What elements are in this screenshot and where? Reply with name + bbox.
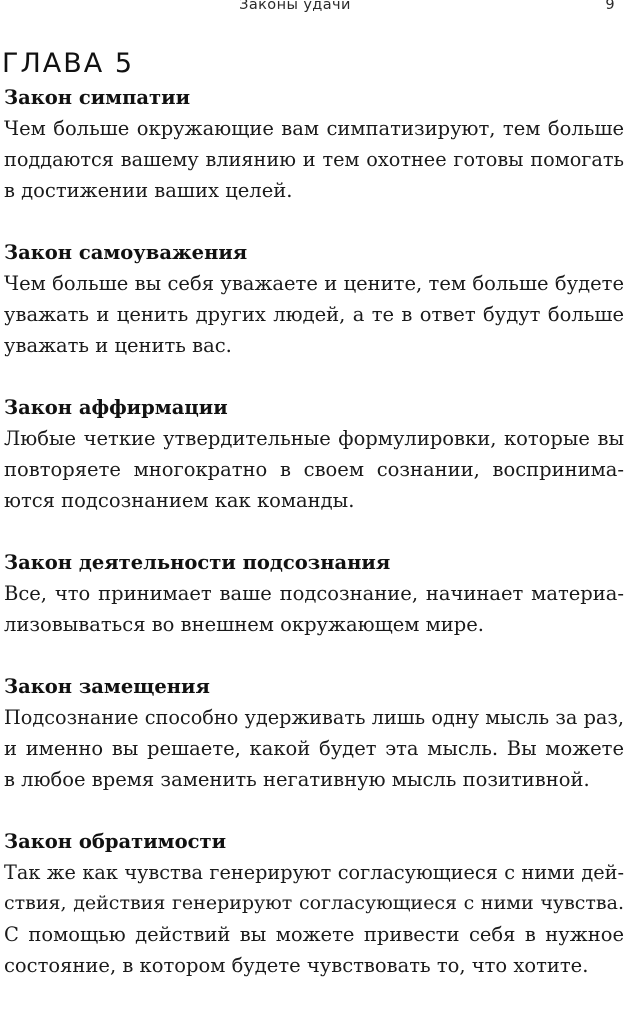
law-text bbox=[4, 578, 624, 640]
law-text bbox=[4, 423, 624, 516]
text-line: Любые четкие утвердительные формулировки, которые вы bbox=[4, 427, 624, 450]
text-line: и именно вы решаете, какой будет эта мысль. Вы можете bbox=[4, 737, 624, 760]
text-line: уважать и ценить других людей, а те в ответ будут больше bbox=[4, 303, 624, 326]
text-line: ются подсознанием как команды. bbox=[4, 489, 355, 512]
text-line: в любое время заменить негативную мысль позитивной. bbox=[4, 768, 590, 791]
running-head bbox=[0, 0, 625, 17]
law-section bbox=[4, 547, 624, 640]
law-section bbox=[4, 82, 624, 206]
law-text bbox=[4, 857, 624, 981]
text-line: Все, что принимает ваше подсознание, начинает материа- bbox=[4, 582, 624, 605]
law-text bbox=[4, 702, 624, 795]
laws-list bbox=[4, 82, 624, 1012]
text-line: повторяете многократно в своем сознании, воспринима- bbox=[4, 458, 624, 481]
law-section bbox=[4, 392, 624, 516]
law-title: Закон деятельности подсознания bbox=[4, 551, 391, 574]
text-line: уважать и ценить вас. bbox=[4, 334, 232, 357]
page-number: 9 bbox=[605, 0, 615, 13]
text-line: поддаются вашему влиянию и тем охотнее готовы помогать bbox=[4, 148, 624, 171]
law-title: Закон замещения bbox=[4, 675, 210, 698]
text-line: Так же как чувства генерируют согласующиеся с ними дей- bbox=[4, 861, 624, 884]
law-text bbox=[4, 113, 624, 206]
text-line: ствия, действия генерируют согласующиеся с ними чувства. bbox=[4, 892, 624, 914]
chapter-title: ГЛАВА 5 bbox=[2, 48, 134, 79]
text-line: лизовываться во внешнем окружающем мире. bbox=[4, 613, 484, 636]
text-line: Чем больше окружающие вам симпатизируют, тем больше bbox=[4, 117, 624, 140]
law-title: Закон обратимости bbox=[4, 830, 227, 853]
law-title: Закон самоуважения bbox=[4, 241, 248, 264]
text-line: в достижении ваших целей. bbox=[4, 179, 293, 202]
law-title: Закон аффирмации bbox=[4, 396, 228, 419]
text-line: С помощью действий вы можете привести себя в нужное bbox=[4, 923, 624, 946]
law-title: Закон симпатии bbox=[4, 86, 191, 109]
law-section bbox=[4, 671, 624, 795]
text-line: Чем больше вы себя уважаете и цените, тем больше будете bbox=[4, 272, 624, 295]
text-line: состояние, в котором будете чувствовать то, что хотите. bbox=[4, 954, 589, 977]
law-section bbox=[4, 826, 624, 981]
text-line: Подсознание способно удерживать лишь одну мысль за раз, bbox=[4, 706, 624, 729]
law-text bbox=[4, 268, 624, 361]
law-section bbox=[4, 237, 624, 361]
running-title: Законы удачи bbox=[239, 0, 351, 13]
